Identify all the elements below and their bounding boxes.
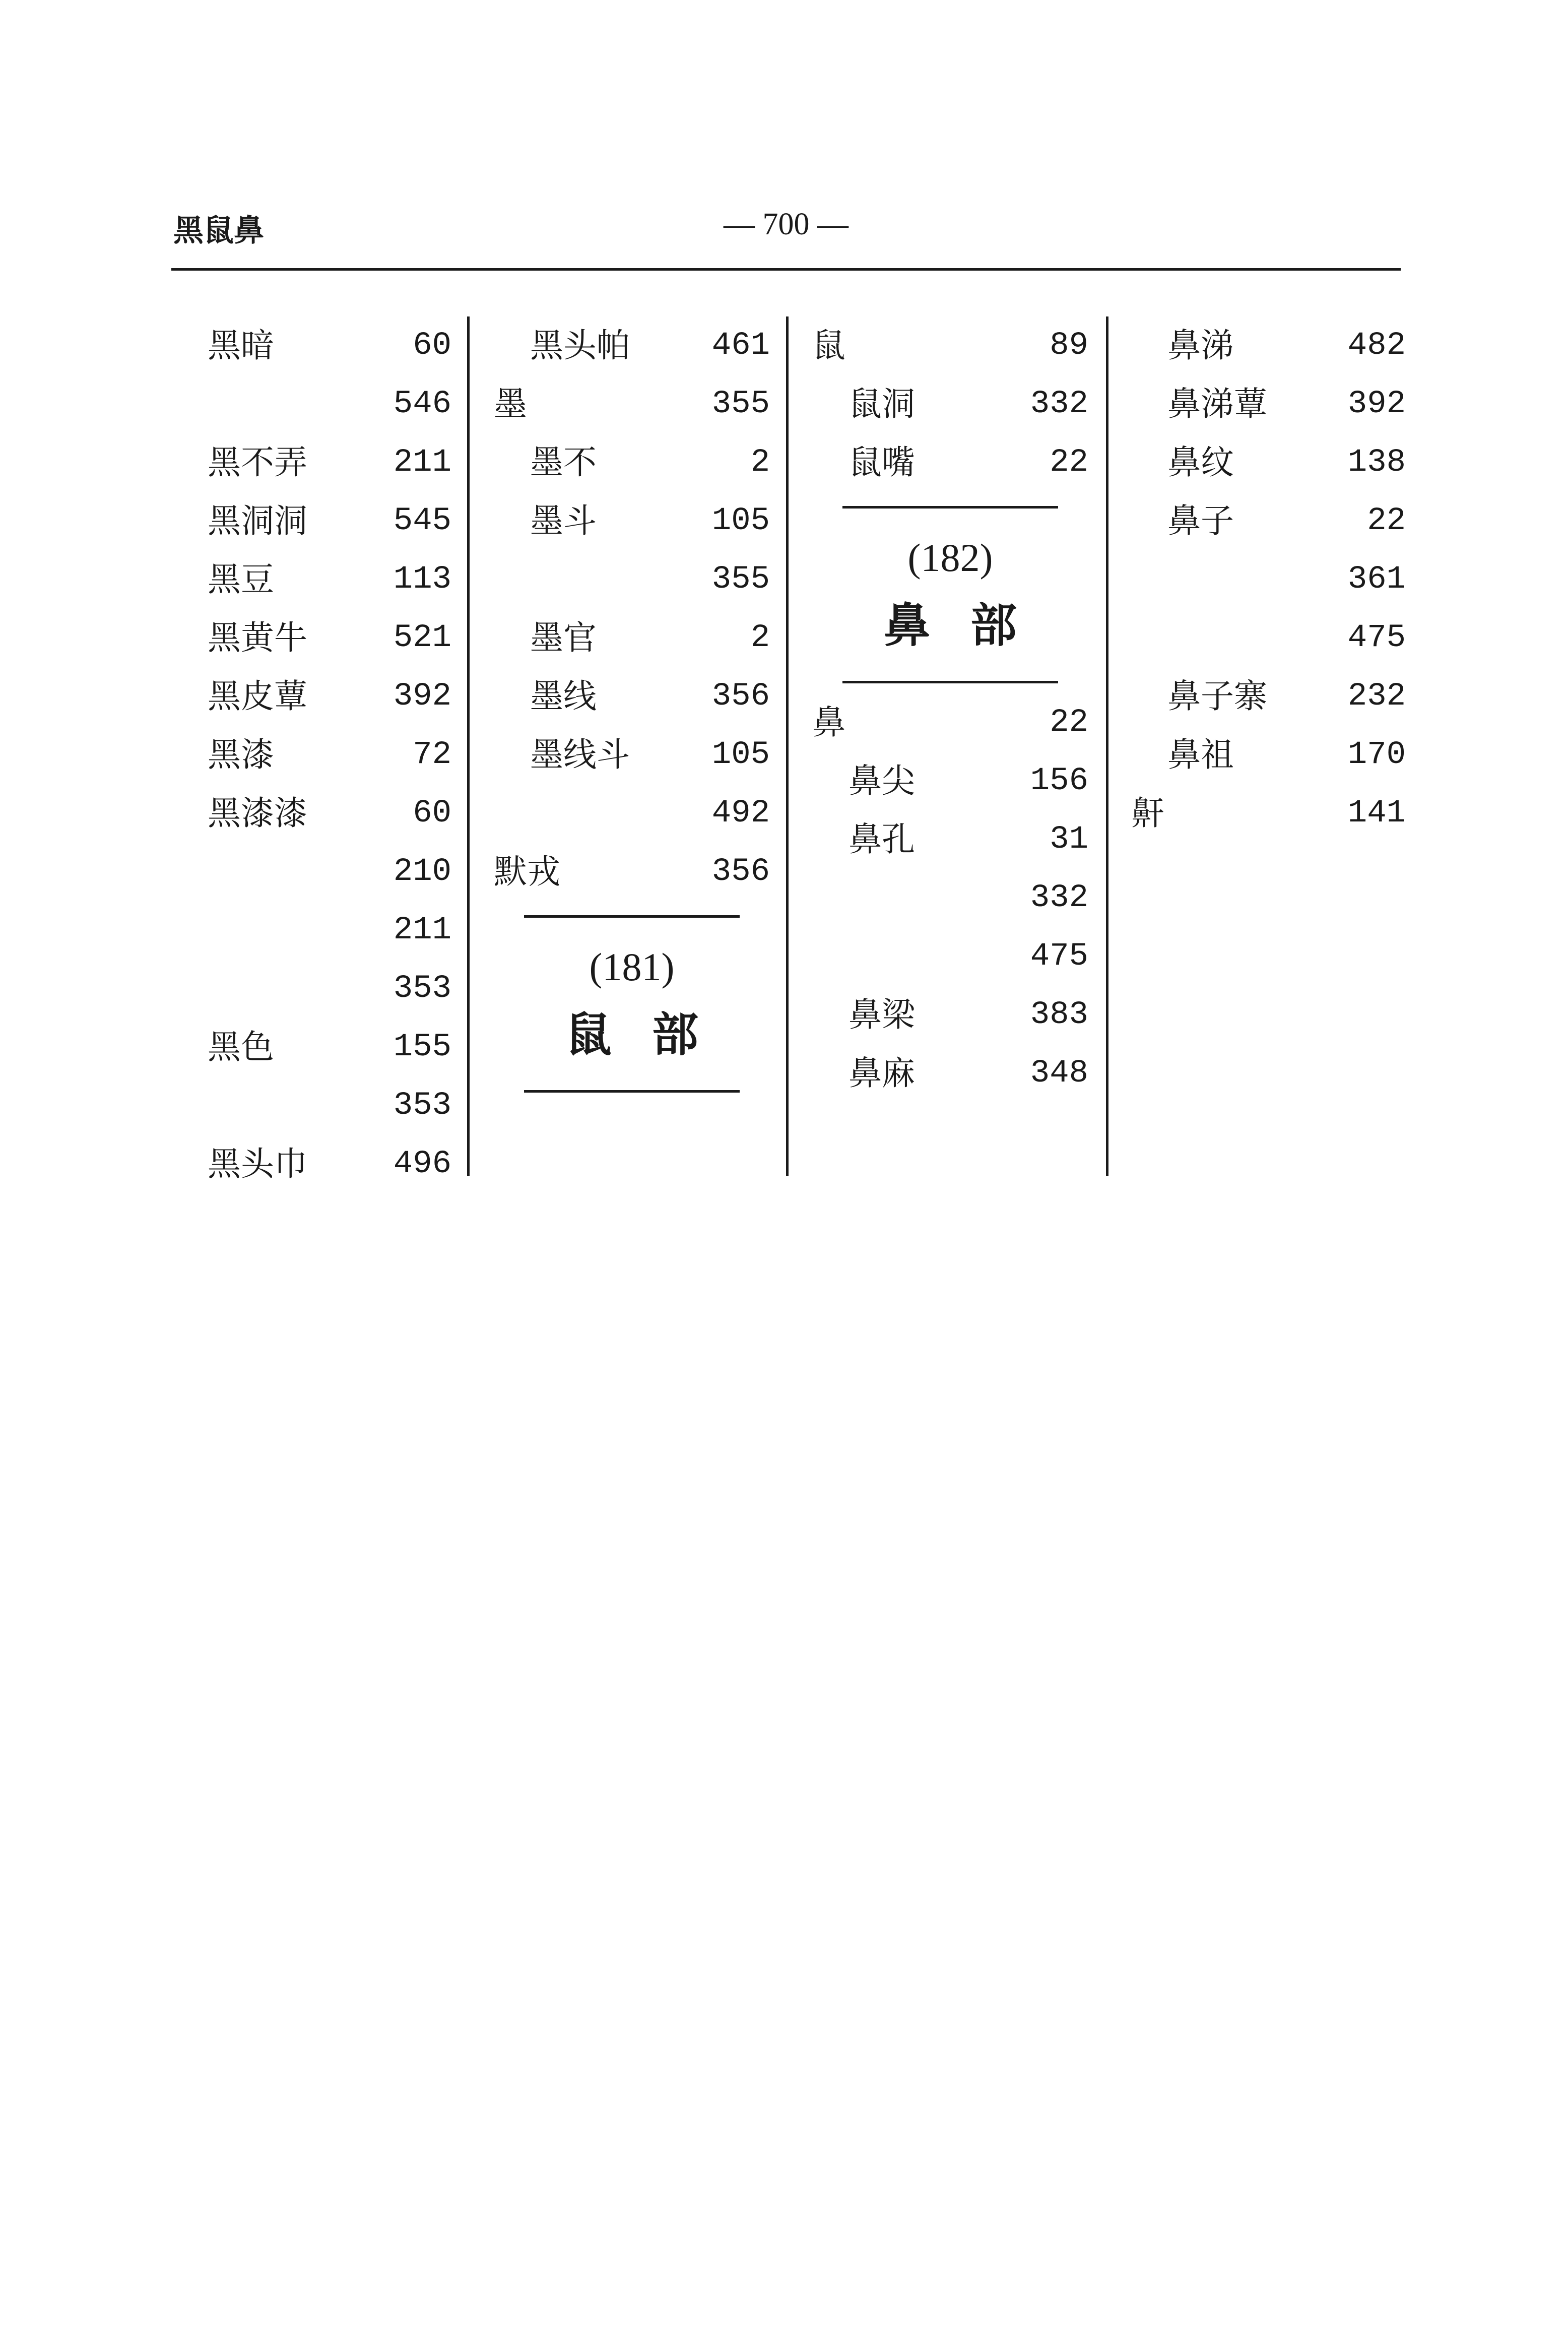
entry-page-number: 332	[1030, 386, 1088, 422]
radical-number: (182)	[907, 536, 993, 580]
entry-page-number: 355	[711, 561, 770, 598]
entry-term: 鼻子寨	[1167, 677, 1267, 716]
section-rule-top	[524, 915, 740, 918]
index-entry	[1131, 784, 1406, 843]
entry-term: 墨斗	[530, 501, 597, 540]
index-entry	[812, 869, 1088, 927]
index-entry	[1131, 667, 1406, 726]
entry-page-number: 383	[1030, 997, 1088, 1033]
index-column-4	[1131, 316, 1406, 843]
index-entry	[812, 986, 1088, 1044]
entry-page-number: 155	[393, 1029, 451, 1065]
index-entry	[812, 693, 1088, 752]
index-entry	[208, 316, 451, 375]
entry-page-number: 211	[393, 444, 451, 481]
entry-term: 黑豆	[208, 560, 274, 599]
column-divider-3	[1106, 316, 1108, 1176]
page-number: — 700 —	[724, 207, 848, 241]
entry-page-number: 332	[1030, 880, 1088, 916]
index-entry	[1131, 316, 1406, 375]
entry-page-number: 461	[711, 328, 770, 364]
entry-page-number: 392	[393, 678, 451, 715]
index-entry	[812, 316, 1088, 375]
entry-page-number: 2	[750, 444, 770, 481]
index-entry	[208, 960, 451, 1018]
entry-page-number: 496	[393, 1146, 451, 1182]
column-divider-1	[467, 316, 470, 1176]
entry-page-number: 356	[711, 854, 770, 890]
index-entry	[812, 375, 1088, 433]
index-entry	[494, 726, 770, 784]
entry-page-number: 141	[1347, 795, 1406, 832]
entry-page-number: 545	[393, 503, 451, 539]
index-entry	[1131, 433, 1406, 492]
index-entry	[812, 752, 1088, 810]
radical-number: (181)	[589, 945, 675, 989]
entry-term: 黑头巾	[208, 1145, 307, 1183]
index-entry	[208, 901, 451, 960]
section-rule-bottom	[842, 681, 1058, 683]
entry-term: 鼠嘴	[848, 443, 915, 482]
entry-page-number: 113	[393, 561, 451, 598]
radical-name: 鼠部	[565, 1008, 739, 1062]
entry-page-number: 475	[1347, 620, 1406, 656]
entry-term: 黑漆漆	[208, 794, 307, 833]
entry-page-number: 22	[1050, 705, 1088, 741]
entry-term: 默戎	[494, 852, 560, 891]
index-entry	[208, 784, 451, 843]
entry-page-number: 355	[711, 386, 770, 422]
index-entry	[208, 609, 451, 667]
entry-page-number: 60	[413, 328, 451, 364]
entry-term: 鼻	[812, 703, 845, 742]
entry-page-number: 138	[1347, 444, 1406, 481]
index-column-3	[812, 316, 1088, 1103]
entry-term: 鼻孔	[848, 820, 915, 859]
index-entry	[812, 810, 1088, 869]
entry-term: 黑皮蕈	[208, 677, 307, 716]
entry-term: 墨	[494, 385, 527, 423]
header-radicals: 黑鼠鼻	[173, 213, 264, 248]
radical-name: 鼻部	[883, 599, 1057, 653]
index-entry	[208, 550, 451, 609]
index-entry	[1131, 726, 1406, 784]
entry-term: 墨不	[530, 443, 597, 482]
entry-page-number: 72	[413, 737, 451, 773]
column-divider-2	[786, 316, 789, 1176]
entry-page-number: 546	[393, 386, 451, 422]
index-column-1	[208, 316, 451, 1193]
entry-term: 黑色	[208, 1028, 274, 1066]
entry-term: 鼻子	[1167, 501, 1234, 540]
entry-page-number: 105	[711, 737, 770, 773]
index-entry	[208, 843, 451, 901]
index-column-2	[494, 316, 770, 1093]
entry-page-number: 475	[1030, 938, 1088, 975]
entry-page-number: 492	[711, 795, 770, 832]
index-entry	[208, 667, 451, 726]
entry-term: 黑黄牛	[208, 618, 307, 657]
entry-term: 黑不弄	[208, 443, 307, 482]
index-entry	[494, 433, 770, 492]
index-entry	[208, 375, 451, 433]
entry-term: 鼻梁	[848, 995, 915, 1034]
entry-term: 黑暗	[208, 326, 274, 365]
entry-page-number: 232	[1347, 678, 1406, 715]
entry-page-number: 156	[1030, 763, 1088, 799]
entry-term: 鼠洞	[848, 385, 915, 423]
index-entry	[208, 1076, 451, 1135]
entry-page-number: 31	[1050, 821, 1088, 858]
entry-term: 鼻麻	[848, 1054, 915, 1093]
entry-page-number: 60	[413, 795, 451, 832]
index-entry	[208, 1018, 451, 1076]
entry-page-number: 22	[1050, 444, 1088, 481]
radical-section-heading	[812, 506, 1088, 683]
entry-term: 鼻尖	[848, 761, 915, 800]
entry-page-number: 361	[1347, 561, 1406, 598]
entry-term: 黑头帕	[530, 326, 630, 365]
entry-page-number: 348	[1030, 1055, 1088, 1092]
index-entry	[494, 784, 770, 843]
entry-page-number: 482	[1347, 328, 1406, 364]
index-entry	[812, 927, 1088, 986]
section-rule-top	[842, 506, 1058, 509]
entry-term: 墨官	[530, 618, 597, 657]
entry-page-number: 2	[750, 620, 770, 656]
index-entry	[494, 843, 770, 901]
index-entry	[1131, 375, 1406, 433]
entry-term: 鼻祖	[1167, 735, 1234, 774]
entry-page-number: 170	[1347, 737, 1406, 773]
entry-page-number: 392	[1347, 386, 1406, 422]
entry-term: 鼻纹	[1167, 443, 1234, 482]
entry-page-number: 356	[711, 678, 770, 715]
index-entry	[208, 726, 451, 784]
index-entry	[1131, 550, 1406, 609]
index-entry	[208, 1135, 451, 1193]
entry-page-number: 353	[393, 971, 451, 1007]
entry-term: 墨线斗	[530, 735, 630, 774]
entry-term: 鼾	[1131, 794, 1164, 833]
entry-term: 黑漆	[208, 735, 274, 774]
header-rule	[171, 268, 1401, 271]
index-entry	[1131, 492, 1406, 550]
index-entry	[494, 609, 770, 667]
index-entry	[494, 316, 770, 375]
entry-term: 墨线	[530, 677, 597, 716]
entry-term: 鼻涕	[1167, 326, 1234, 365]
entry-page-number: 353	[393, 1088, 451, 1124]
index-entry	[812, 1044, 1088, 1103]
entry-page-number: 89	[1050, 328, 1088, 364]
entry-page-number: 210	[393, 854, 451, 890]
entry-page-number: 211	[393, 912, 451, 948]
entry-page-number: 521	[393, 620, 451, 656]
index-entry	[208, 433, 451, 492]
entry-page-number: 105	[711, 503, 770, 539]
entry-term: 鼠	[812, 326, 845, 365]
index-entry	[494, 667, 770, 726]
index-entry	[1131, 609, 1406, 667]
entry-term: 黑洞洞	[208, 501, 307, 540]
radical-section-heading	[494, 915, 770, 1093]
index-entry	[494, 550, 770, 609]
index-entry	[494, 492, 770, 550]
index-entry	[494, 375, 770, 433]
index-entry	[208, 492, 451, 550]
entry-term: 鼻涕蕈	[1167, 385, 1267, 423]
index-entry	[812, 433, 1088, 492]
section-rule-bottom	[524, 1090, 740, 1093]
entry-page-number: 22	[1367, 503, 1406, 539]
